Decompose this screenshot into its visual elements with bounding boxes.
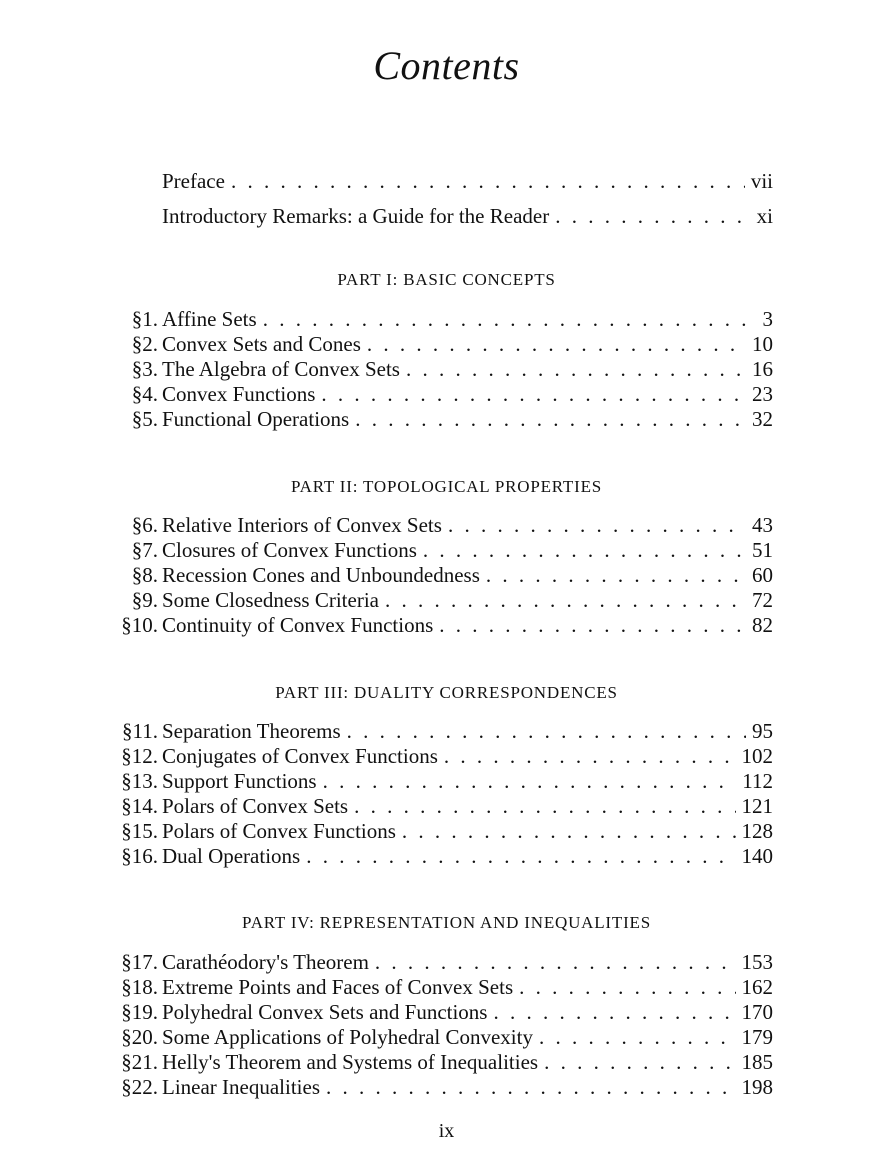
- entry-label: Closures of Convex Functions: [162, 538, 417, 562]
- toc-entry: [110, 306, 773, 332]
- section-number: §20.: [121, 1025, 158, 1049]
- toc-entry: [110, 949, 773, 975]
- dot-leader: [555, 203, 747, 229]
- dot-leader: [354, 793, 735, 819]
- section-number: §14.: [121, 794, 158, 818]
- entry-page: 72: [752, 588, 773, 612]
- toc-entry: [110, 587, 773, 613]
- entry-page: 102: [741, 744, 773, 768]
- section-number: §7.: [131, 538, 158, 562]
- dot-leader: [423, 537, 746, 563]
- dot-leader: [263, 306, 747, 332]
- section-number: §2.: [131, 332, 158, 356]
- entry-page: 51: [752, 538, 773, 562]
- dot-leader: [444, 743, 736, 769]
- section-number: §15.: [121, 819, 158, 843]
- entry-label: Linear Inequalities: [162, 1075, 321, 1099]
- section-number: §13.: [121, 769, 158, 793]
- entry-label: Some Closedness Criteria: [162, 588, 379, 612]
- section-number: §4.: [131, 382, 158, 406]
- dot-leader: [439, 612, 746, 638]
- section-number: §9.: [131, 588, 158, 612]
- entry-label: The Algebra of Convex Sets: [162, 357, 400, 381]
- entry-page: 10: [752, 332, 773, 356]
- dot-leader: [321, 381, 746, 407]
- toc-entry: [110, 768, 773, 794]
- entry-label: Polyhedral Convex Sets and Functions: [162, 1000, 488, 1024]
- entry-label: Extreme Points and Faces of Convex Sets: [162, 975, 514, 999]
- entry-label: Carathéodory's Theorem: [162, 950, 369, 974]
- toc-entry: [110, 843, 773, 869]
- toc-entry: [110, 537, 773, 563]
- dot-leader: [326, 1074, 735, 1100]
- page-number-footer: ix: [438, 1120, 455, 1142]
- entry-label: Conjugates of Convex Functions: [162, 744, 438, 768]
- toc-entry: [110, 718, 773, 744]
- entry-label: Polars of Convex Sets: [162, 794, 349, 818]
- section-number: §10.: [121, 613, 158, 637]
- toc-entry-preface: [110, 168, 773, 194]
- toc-entry: [110, 562, 773, 588]
- entry-page: 112: [742, 769, 773, 793]
- dot-leader: [347, 718, 746, 744]
- entry-page: 198: [741, 1075, 773, 1099]
- dot-leader: [486, 562, 746, 588]
- entry-label: Continuity of Convex Functions: [162, 613, 434, 637]
- dot-leader: [544, 1049, 735, 1075]
- dot-leader: [385, 587, 746, 613]
- entry-page: 23: [752, 382, 773, 406]
- entry-label: Preface: [162, 169, 225, 193]
- toc-entry-introductory-remarks: [110, 203, 773, 229]
- entry-label: Convex Functions: [162, 382, 316, 406]
- section-number: §6.: [131, 513, 158, 537]
- entry-page: 16: [752, 357, 773, 381]
- entry-page: 162: [741, 975, 773, 999]
- entry-page: vii: [750, 169, 773, 193]
- dot-leader: [402, 818, 736, 844]
- entry-page: 153: [741, 950, 773, 974]
- entry-page: 179: [741, 1025, 773, 1049]
- toc-entry: [110, 743, 773, 769]
- section-number: §19.: [121, 1000, 158, 1024]
- section-number: §17.: [121, 950, 158, 974]
- entry-label: Recession Cones and Unboundedness: [162, 563, 480, 587]
- entry-label: Separation Theorems: [162, 719, 341, 743]
- dot-leader: [493, 999, 735, 1025]
- toc-entry: [110, 1074, 773, 1100]
- page-title: Contents: [373, 43, 520, 88]
- section-number: §21.: [121, 1050, 158, 1074]
- entry-page: 128: [741, 819, 773, 843]
- toc-entry: [110, 1024, 773, 1050]
- dot-leader: [306, 843, 735, 869]
- entry-label: Functional Operations: [162, 407, 350, 431]
- entry-page: 95: [752, 719, 773, 743]
- entry-label: Relative Interiors of Convex Sets: [162, 513, 442, 537]
- entry-label: Introductory Remarks: a Guide for the Reader: [162, 204, 550, 228]
- part-heading: PART IV: REPRESENTATION AND INEQUALITIES: [242, 913, 651, 932]
- entry-label: Some Applications of Polyhedral Convexity: [162, 1025, 533, 1049]
- dot-leader: [375, 949, 736, 975]
- section-number: §1.: [131, 307, 158, 331]
- section-number: §5.: [131, 407, 158, 431]
- toc-entry: [110, 999, 773, 1025]
- entry-label: Helly's Theorem and Systems of Inequalities: [162, 1050, 539, 1074]
- part-heading: PART I: BASIC CONCEPTS: [337, 270, 556, 289]
- dot-leader: [355, 406, 746, 432]
- toc-entry: [110, 793, 773, 819]
- section-number: §8.: [131, 563, 158, 587]
- dot-leader: [231, 168, 745, 194]
- entry-page: xi: [756, 204, 773, 228]
- dot-leader: [448, 512, 746, 538]
- dot-leader: [539, 1024, 736, 1050]
- entry-label: Polars of Convex Functions: [162, 819, 396, 843]
- part-heading: PART II: TOPOLOGICAL PROPERTIES: [290, 477, 603, 496]
- toc-entry: [110, 818, 773, 844]
- entry-label: Convex Sets and Cones: [162, 332, 361, 356]
- dot-leader: [519, 974, 735, 1000]
- entry-page: 3: [762, 307, 773, 331]
- entry-page: 43: [752, 513, 773, 537]
- entry-page: 140: [741, 844, 773, 868]
- entry-label: Affine Sets: [162, 307, 257, 331]
- toc-entry: [110, 356, 773, 382]
- entry-page: 185: [741, 1050, 773, 1074]
- toc-entry: [110, 612, 773, 638]
- toc-entry: [110, 331, 773, 357]
- dot-leader: [367, 331, 746, 357]
- section-number: §18.: [121, 975, 158, 999]
- dot-leader: [406, 356, 746, 382]
- dot-leader: [323, 768, 737, 794]
- toc-entry: [110, 974, 773, 1000]
- entry-page: 170: [741, 1000, 773, 1024]
- entry-page: 82: [752, 613, 773, 637]
- toc-entry: [110, 381, 773, 407]
- section-number: §16.: [121, 844, 158, 868]
- toc-entry: [110, 406, 773, 432]
- toc-entry: [110, 512, 773, 538]
- toc-entry: [110, 1049, 773, 1075]
- section-number: §3.: [131, 357, 158, 381]
- part-heading: PART III: DUALITY CORRESPONDENCES: [275, 683, 618, 702]
- entry-label: Dual Operations: [162, 844, 301, 868]
- entry-page: 60: [752, 563, 773, 587]
- section-number: §12.: [121, 744, 158, 768]
- section-number: §11.: [122, 719, 158, 743]
- entry-page: 121: [741, 794, 773, 818]
- section-number: §22.: [121, 1075, 158, 1099]
- entry-label: Support Functions: [162, 769, 317, 793]
- entry-page: 32: [752, 407, 773, 431]
